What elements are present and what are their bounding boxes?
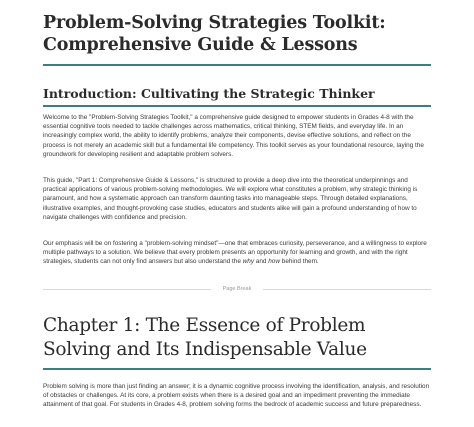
intro-paragraph-1: Welcome to the "Problem-Solving Strategies Toolkit," a comprehensive guide designed to empower students in Grades 4-8 with the essential cognitive tools needed to tackle challenges across mathematics, critical thinking, STEM fields, and everyday life. In an increasingly complex world, the ability to identify problems, analyze their components, devise effective solutions, and reflect on the process is not merely an academic skill but a fundamental life competency. This toolkit serves as your foundational resource, laying the groundwork for developing resilient and adaptable problem solvers. [43, 114, 424, 158]
intro-paragraph-3-end: behind them. [279, 258, 319, 266]
intro-paragraph-3 [43, 239, 431, 267]
intro-paragraph-3-emphasis-how: how [268, 258, 280, 266]
intro-paragraph-3-middle: and [254, 258, 269, 266]
page-break [43, 285, 431, 293]
intro-paragraph-2: This guide, "Part 1: Comprehensive Guide & Lessons," is structured to provide a deep dive into the theoretical underpinnings and practical applications of various problem-solving methodologies. We will explore what constitutes a problem, why strategic thinking is paramount, and how a systematic approach can transform daunting tasks into manageable steps. Through detailed explanations, illustrative examples, and thought-provoking case studies, educators and students alike will gain a profound understanding of how to navigate challenges with confidence and precision. [43, 177, 418, 221]
introduction-divider [43, 105, 431, 107]
introduction-heading: Introduction: Cultivating the Strategic Thinker [43, 86, 375, 101]
page-break-label: Page Break [222, 286, 252, 292]
document-title: Problem-Solving Strategies Toolkit: Comprehensive Guide & Lessons [43, 13, 386, 55]
chapter-1-divider [43, 368, 431, 370]
page-break-line-right [263, 289, 431, 290]
intro-paragraph-3-emphasis-why: why [242, 258, 255, 266]
page-break-line-left [43, 289, 211, 290]
chapter-1-paragraph-1: Problem solving is more than just finding an answer; it is a dynamic cognitive process involving the identification, analysis, and resolution of obstacles or challenges. At its core, a problem exists when there is a desired goal and an impediment preventing the immediate attainment of that goal. For students in Grades 4-8, problem solving forms the bedrock of academic success and future preparedness. [43, 383, 430, 409]
intro-paragraph-3-start: Our emphasis will be on fostering a "problem-solving mindset"—one that embraces curiosity, perseverance, and a willingness to explore multiple pathways to a solution. We believe that every problem presents an opportunity for learning and growth, and with the right strategies, students can not only find answers but also understand the [43, 240, 427, 266]
chapter-1-title: Chapter 1: The Essence of Problem Solving and Its Indispensable Value [43, 315, 367, 360]
title-divider [43, 64, 431, 66]
